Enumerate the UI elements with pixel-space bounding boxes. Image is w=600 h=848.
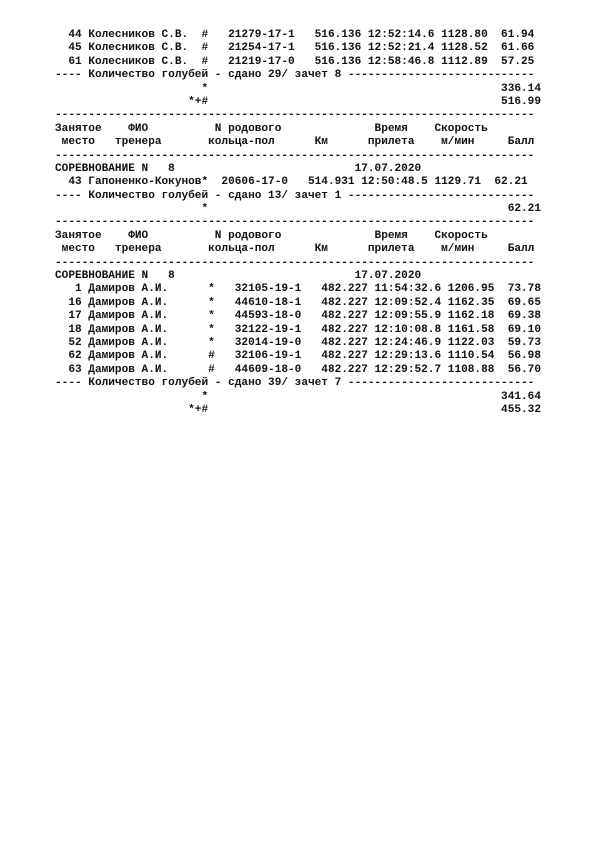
- total-score-line: * 62.21: [55, 203, 541, 216]
- pigeon-count-summary: ---- Количество голубей - сдано 39/ зачет 7 ----------------------------: [55, 377, 535, 390]
- result-row: 17 Дамиров А.И. * 44593-18-0 482.227 12:09:55.9 1162.18 69.38: [55, 310, 541, 323]
- competition-heading: СОРЕВНОВАНИЕ N 8 17.07.2020: [55, 270, 422, 283]
- column-header: место тренера кольца-пол Км прилета м/мин Балл: [55, 243, 535, 256]
- separator-rule: ------------------------------------------------------------------------: [55, 149, 535, 162]
- separator-rule: ------------------------------------------------------------------------: [55, 109, 535, 122]
- result-row: 43 Гапоненко-Кокунов* 20606-17-0 514.931 12:50:48.5 1129.71 62.21: [55, 176, 528, 189]
- result-row: 52 Дамиров А.И. * 32014-19-0 482.227 12:24:46.9 1122.03 59.73: [55, 336, 541, 349]
- result-row: 62 Дамиров А.И. # 32106-19-1 482.227 12:29:13.6 1110.54 56.98: [55, 350, 541, 363]
- separator-rule: ------------------------------------------------------------------------: [55, 216, 535, 229]
- column-header: Занятое ФИО N родового Время Скорость: [55, 122, 488, 135]
- pigeon-count-summary: ---- Количество голубей - сдано 29/ зачет 8 ----------------------------: [55, 69, 535, 82]
- total-score-line: *+# 516.99: [55, 95, 541, 108]
- result-row: 16 Дамиров А.И. * 44610-18-1 482.227 12:09:52.4 1162.35 69.65: [55, 296, 541, 309]
- result-row: 18 Дамиров А.И. * 32122-19-1 482.227 12:10:08.8 1161.58 69.10: [55, 323, 541, 336]
- result-row: 63 Дамиров А.И. # 44609-18-0 482.227 12:29:52.7 1108.88 56.70: [55, 363, 541, 376]
- total-score-line: *+# 455.32: [55, 403, 541, 416]
- results-printout: [55, 29, 541, 417]
- column-header: Занятое ФИО N родового Время Скорость: [55, 229, 488, 242]
- column-header: место тренера кольца-пол Км прилета м/мин Балл: [55, 136, 535, 149]
- result-row: 61 Колесников С.В. # 21219-17-0 516.136 12:58:46.8 1112.89 57.25: [55, 55, 535, 68]
- result-row: 44 Колесников С.В. # 21279-17-1 516.136 12:52:14.6 1128.80 61.94: [55, 29, 535, 41]
- total-score-line: * 341.64: [55, 390, 541, 403]
- result-row: 1 Дамиров А.И. * 32105-19-1 482.227 11:54:32.6 1206.95 73.78: [55, 283, 541, 296]
- pigeon-count-summary: ---- Количество голубей - сдано 13/ зачет 1 ----------------------------: [55, 189, 535, 202]
- total-score-line: * 336.14: [55, 82, 541, 95]
- result-row: 45 Колесников С.В. # 21254-17-1 516.136 12:52:21.4 1128.52 61.66: [55, 42, 535, 55]
- separator-rule: ------------------------------------------------------------------------: [55, 256, 535, 269]
- competition-heading: СОРЕВНОВАНИЕ N 8 17.07.2020: [55, 162, 422, 175]
